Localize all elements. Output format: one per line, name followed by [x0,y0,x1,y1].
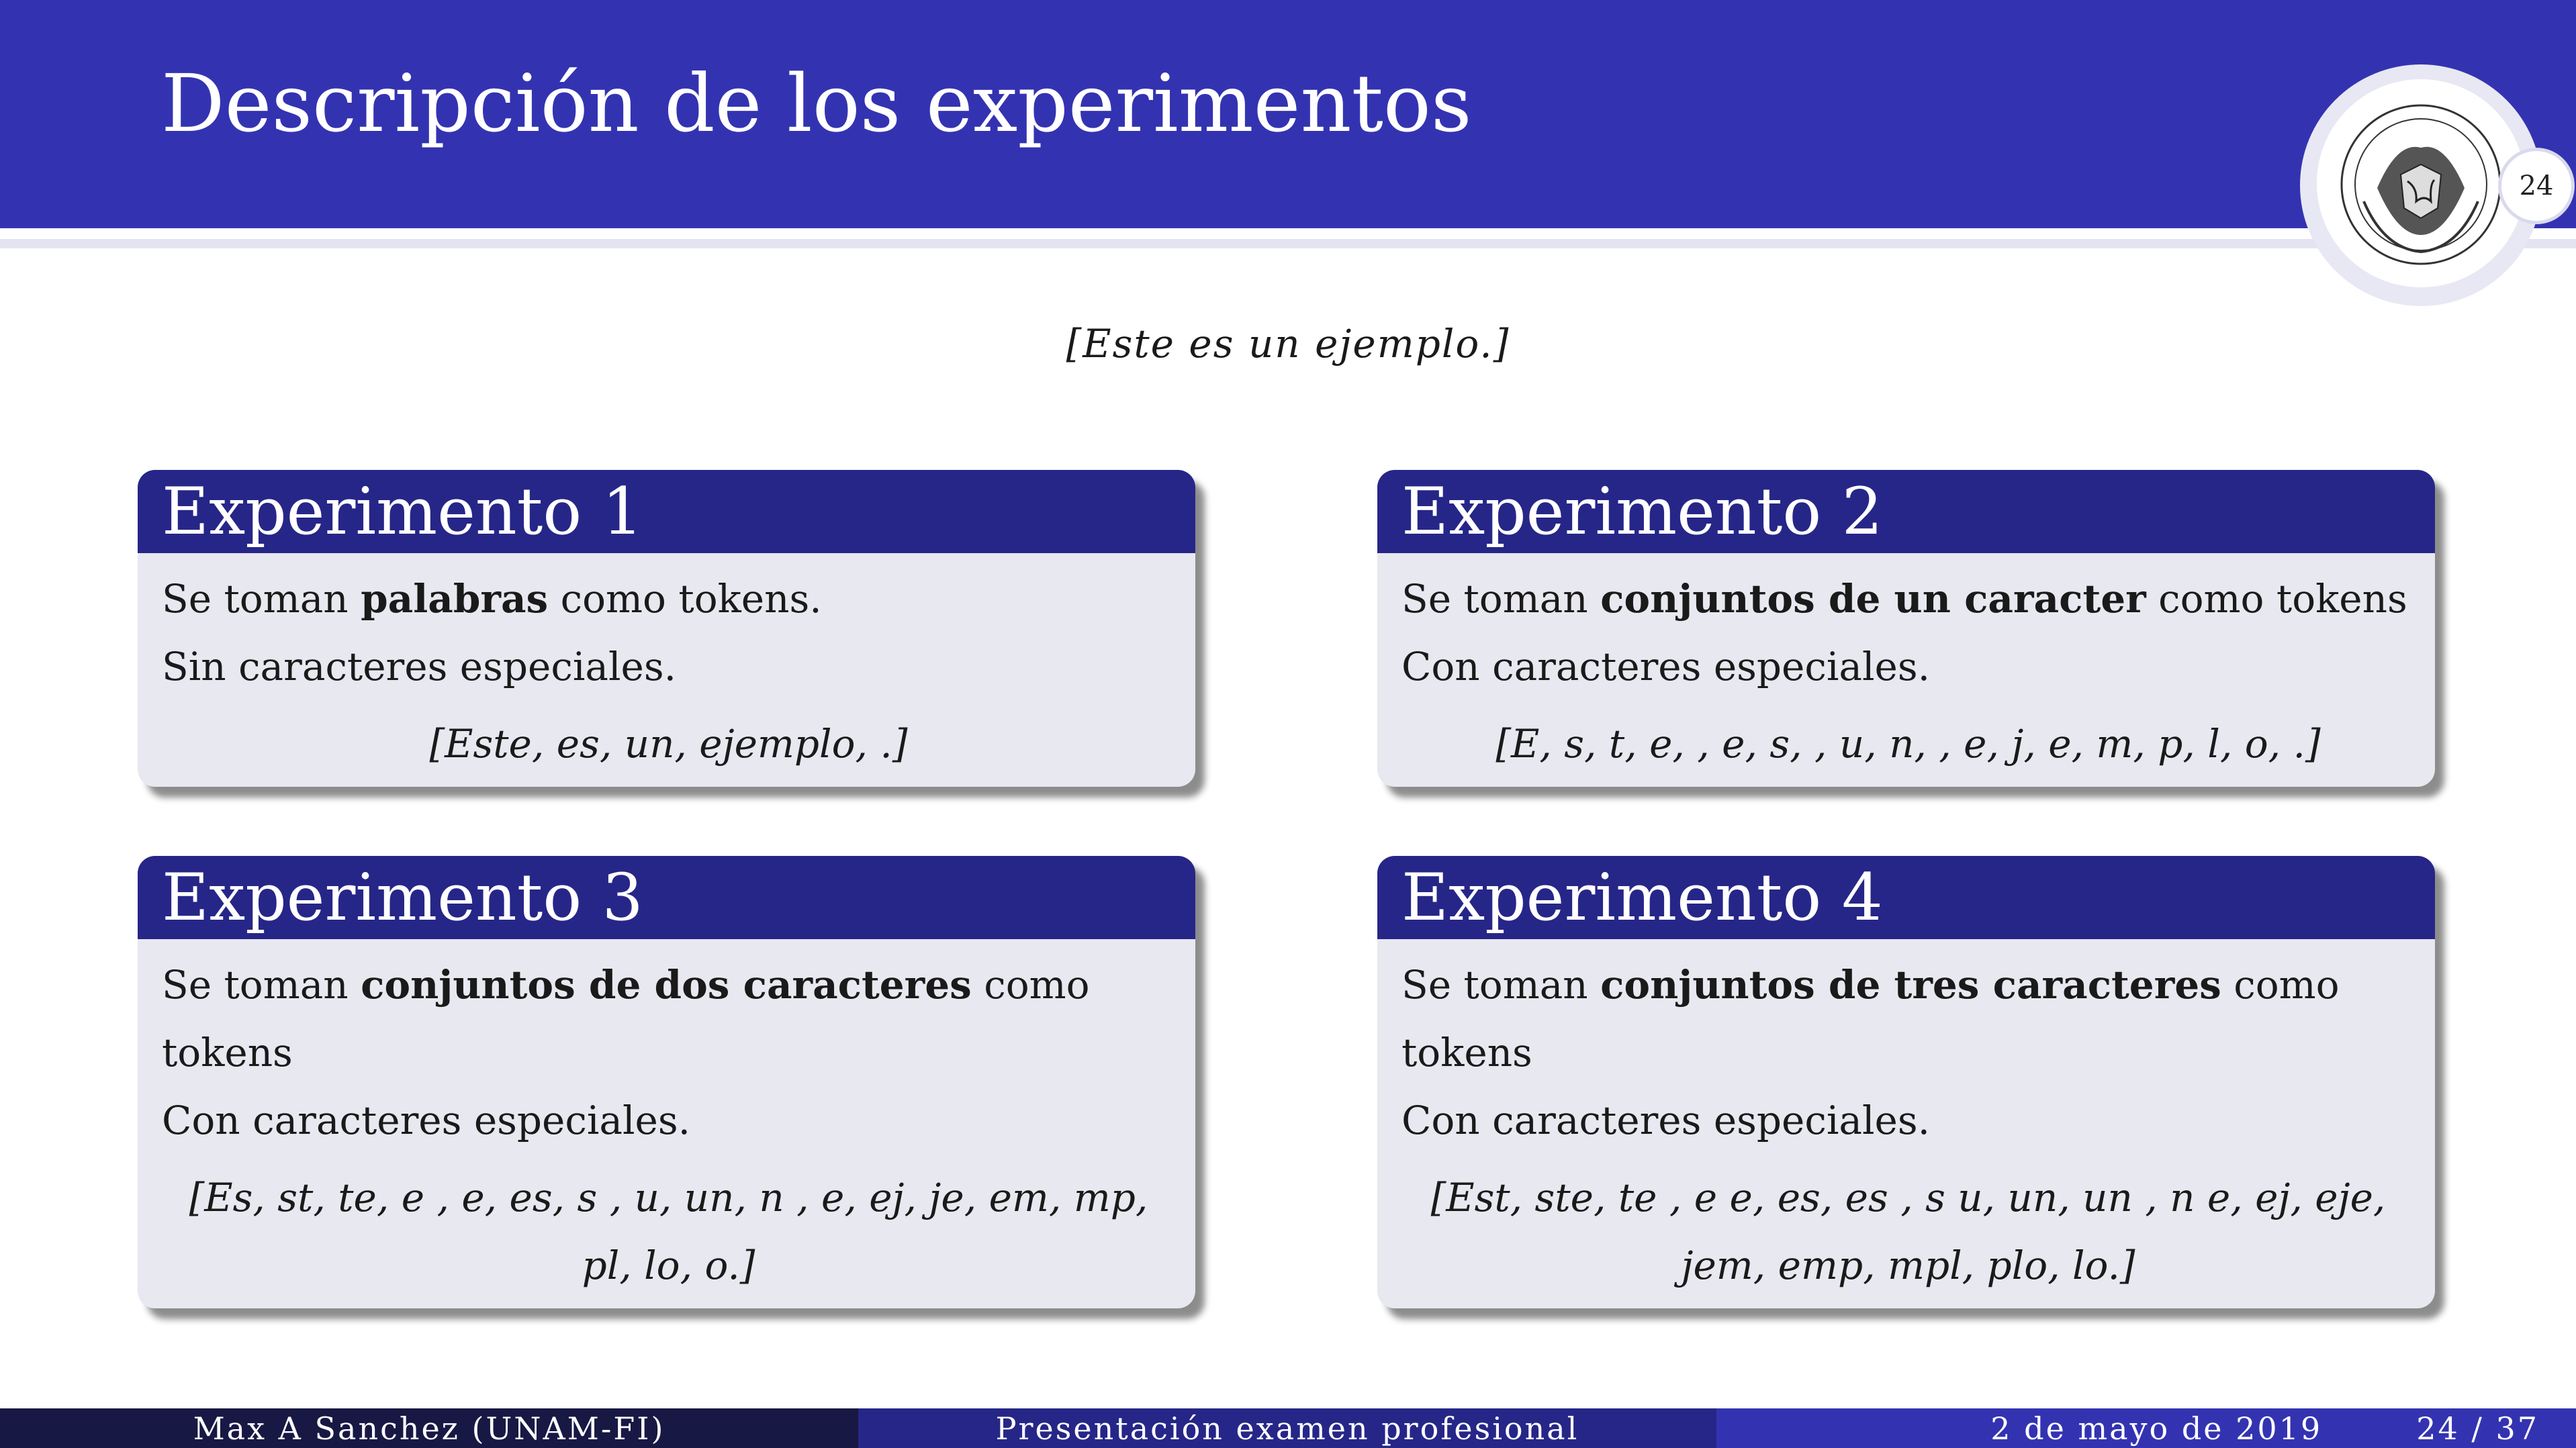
footer-date: 2 de mayo de 2019 [1990,1410,2323,1447]
block-title: Experimento 1 [138,470,1195,553]
description-line: Se toman conjuntos de un caracter como tokens [1401,576,2407,622]
footer-page-count: 24 / 37 [2416,1410,2539,1447]
token-list: [Este, es, un, ejemplo, .] [429,721,908,767]
experiment-4-block [1377,856,2435,1308]
special-chars-line: Con caracteres especiales. [162,1098,691,1143]
special-chars-line: Sin caracteres especiales. [162,644,677,689]
block-title: Experimento 3 [138,856,1195,939]
footer-talk-title: Presentación examen profesional [858,1408,1716,1448]
description-line-cont: tokens [1401,1030,1532,1075]
description-line: Se toman conjuntos de dos caracteres como [162,962,1090,1008]
description-line: Se toman palabras como tokens. [162,576,822,622]
slide-title: Descripción de los experimentos [161,57,1472,150]
special-chars-line: Con caracteres especiales. [1401,644,1931,689]
description-line-cont: tokens [162,1030,293,1075]
footer-meta [1716,1408,2576,1448]
block-title: Experimento 4 [1377,856,2435,939]
experiment-3-block [138,856,1195,1308]
footer-author: Max A Sanchez (UNAM-FI) [0,1408,858,1448]
header-divider [0,239,2576,248]
token-list: [E, s, t, e, , e, s, , u, n, , e, j, e, m, p, l, o, .] [1496,721,2321,767]
special-chars-line: Con caracteres especiales. [1401,1098,1931,1143]
experiment-2-block [1377,470,2435,787]
example-sentence: [Este es un ejemplo.] [1066,321,1510,367]
unam-seal-logo [2337,101,2505,269]
experiment-1-block [138,470,1195,787]
footer-bar [0,1408,2576,1448]
token-list: [Est, ste, te , e e, es, es , s u, un, un , n e, ej, eje, jem, emp, mpl, plo, lo.] [1430,1175,2386,1288]
description-line: Se toman conjuntos de tres caracteres como [1401,962,2340,1008]
block-title: Experimento 2 [1377,470,2435,553]
token-list: [Es, st, te, e , e, es, s , u, un, n , e, ej, je, em, mp, pl, lo, o.] [189,1175,1148,1288]
page-number-badge: 24 [2498,148,2575,224]
